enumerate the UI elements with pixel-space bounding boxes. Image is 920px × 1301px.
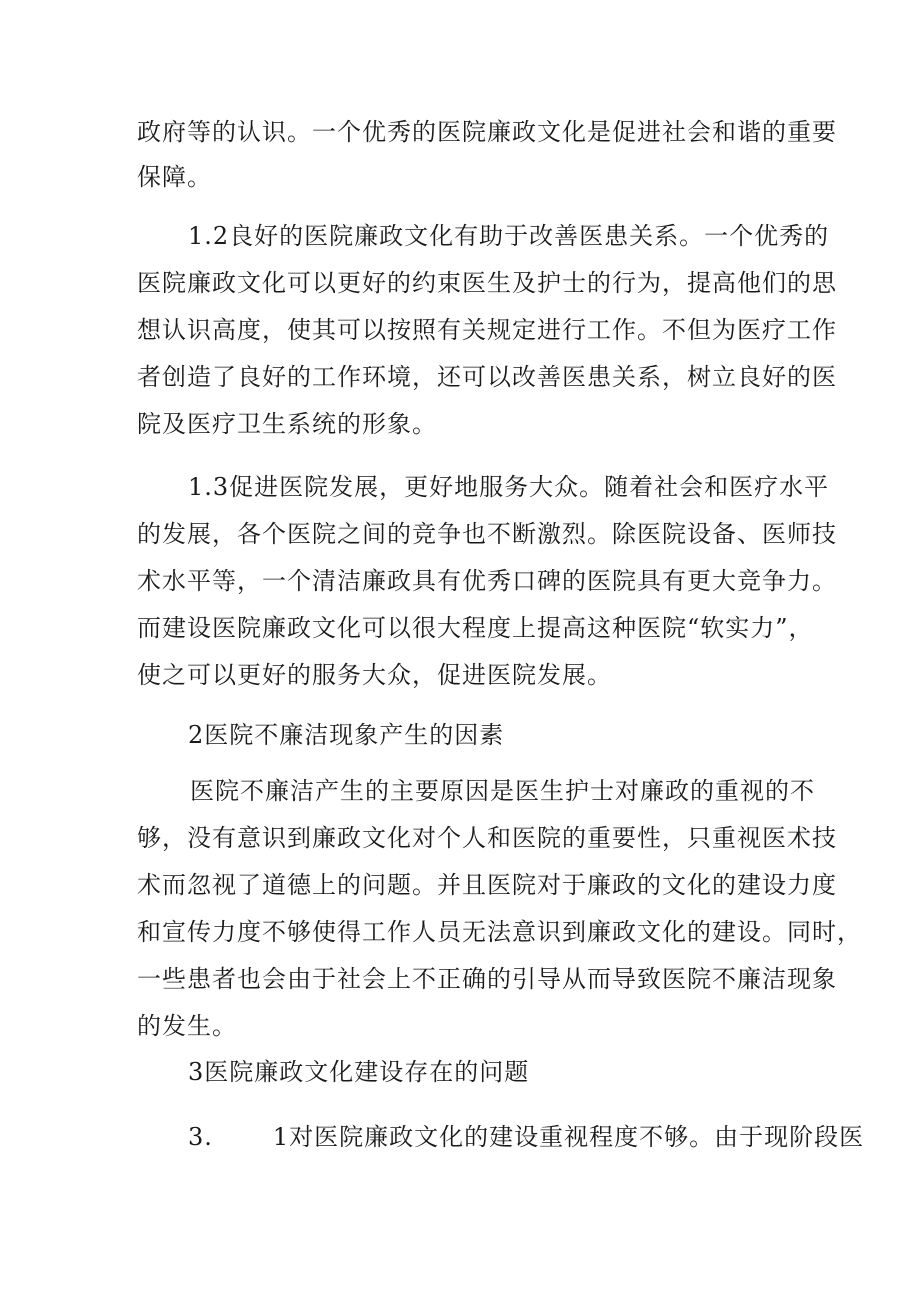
text-line: 保障。 xyxy=(137,163,212,191)
section-text: 1对医院廉政文化的建设重视程度不够。由于现阶段医 xyxy=(272,1123,865,1151)
section-number: 3. xyxy=(188,1123,213,1151)
text-line: 使之可以更好的服务大众，促进医院发展。 xyxy=(137,661,612,689)
text-line: 术而忽视了道德上的问题。并且医院对于廉政的文化的建设力度 xyxy=(137,871,837,899)
section-3-heading: 3医院廉政文化建设存在的问题 xyxy=(188,1058,530,1086)
section-1-3-heading: 1.3促进医院发展，更好地服务大众。随着社会和医疗水平 xyxy=(188,473,830,501)
text-line: 和宣传力度不够使得工作人员无法意识到廉政文化的建设。同时， xyxy=(137,918,862,946)
text-line: 者创造了良好的工作环境，还可以改善医患关系，树立良好的医 xyxy=(137,363,837,391)
text-line: 够，没有意识到廉政文化对个人和医院的重要性，只重视医术技 xyxy=(137,824,837,852)
text-line: 政府等的认识。一个优秀的医院廉政文化是促进社会和谐的重要 xyxy=(137,118,837,146)
text-line: 术水平等，一个清洁廉政具有优秀口碑的医院具有更大竞争力。 xyxy=(137,567,837,595)
section-1-2-heading: 1.2良好的医院廉政文化有助于改善医患关系。一个优秀的 xyxy=(188,222,830,250)
section-3-1-heading xyxy=(188,1117,865,1157)
text-line: 医院廉政文化可以更好的约束医生及护士的行为，提高他们的思 xyxy=(137,269,837,297)
text-line: 医院不廉洁产生的主要原因是医生护士对廉政的重视的不 xyxy=(190,777,815,805)
text-line: 而建设医院廉政文化可以很大程度上提高这种医院“软实力”， xyxy=(137,614,814,642)
text-line: 一些患者也会由于社会上不正确的引导从而导致医院不廉洁现象 xyxy=(137,965,837,993)
text-line: 的发展，各个医院之间的竞争也不断激烈。除医院设备、医师技 xyxy=(137,520,837,548)
text-line: 的发生。 xyxy=(137,1012,237,1040)
text-line: 想认识高度，使其可以按照有关规定进行工作。不但为医疗工作 xyxy=(137,316,837,344)
text-line: 院及医疗卫生系统的形象。 xyxy=(137,410,437,438)
section-2-heading: 2医院不廉洁现象产生的因素 xyxy=(188,721,505,749)
